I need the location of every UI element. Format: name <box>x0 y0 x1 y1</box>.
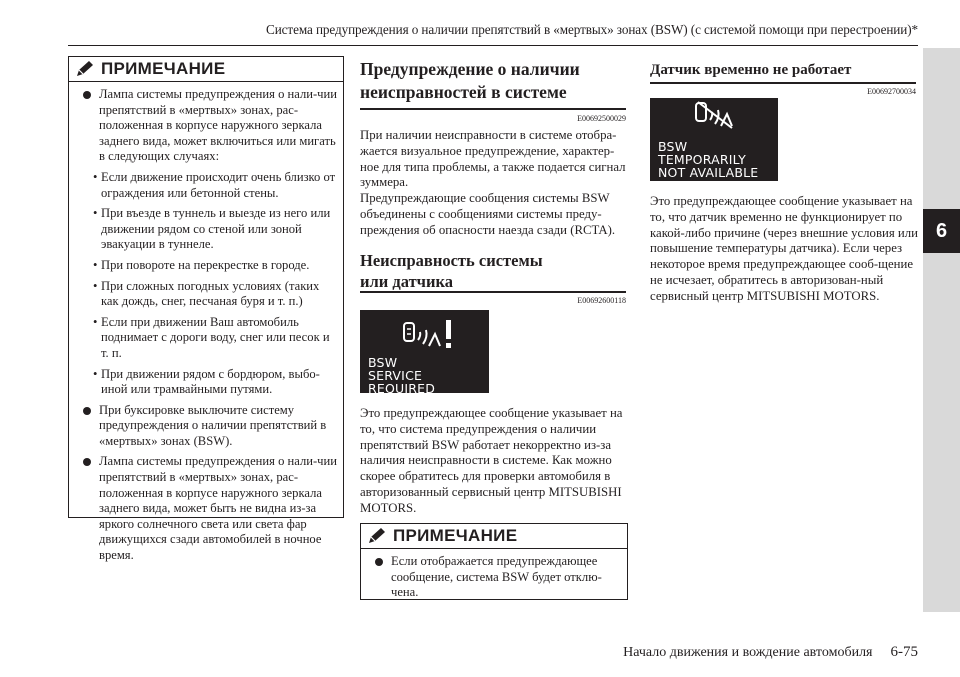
note-heading: ПРИМЕЧАНИЕ <box>101 59 226 78</box>
section-rule <box>360 108 626 110</box>
section-title-sensor: Неисправность системы или датчика <box>360 251 543 291</box>
note-subitem: • При движении рядом с бордюром, выбо-иной или трамвайными путями. <box>75 367 337 398</box>
section-body: Это предупреждающее сообщение указывает на то, что система предупреждения о наличии препятствий BSW работает некорректно из-за наличия неисправности в системе. Как можно скорее обратитесь для проверки автомобиля в авторизованный сервисный центр MITSUBISHI MOTORS. <box>360 406 623 515</box>
note-box-left <box>68 56 344 563</box>
note-subitem: • Если движение происходит очень близко от ограждения или бетонной стены. <box>75 170 337 201</box>
note-item: Лампа системы предупреждения о нали-чии препятствий в «мертвых» зонах, рас-положенная в корпусе наружного зеркала заднего вида, может включиться или мигать в следующих случаях: <box>75 87 337 165</box>
header-divider <box>68 45 918 46</box>
page-footer <box>0 644 918 661</box>
bsw-service-display <box>360 310 489 396</box>
chapter-side-tab <box>923 48 960 612</box>
display-label-not-available: NOT AVAILABLE <box>658 165 759 180</box>
note-subitem: • При повороте на перекрестке в городе. <box>75 258 337 274</box>
section-body: Это предупреждающее сообщение указывает на то, что датчик временно не функционирует по какой-либо причине (через внешние условия или повышение температуры датчика). Если через некоторое время предупреждающее сооб-щение не исчезает, обратитесь в авторизован-ный сервисный центр MITSUBISHI MOTORS. <box>650 194 919 303</box>
note-body <box>361 549 627 601</box>
section-rule <box>360 291 626 293</box>
page-number: 6-75 <box>890 644 918 660</box>
note-header <box>69 57 343 82</box>
note-item: При буксировке выключите систему предупреждения о наличии препятствий в «мертвых» зонах (BSW). <box>75 403 337 450</box>
section-code: E00692500029 <box>577 114 626 123</box>
section-code: E00692600118 <box>577 296 626 305</box>
pencil-icon <box>75 60 95 78</box>
page-header-title: Система предупреждения о наличии препятствий в «мертвых» зонах (BSW) (с системой помощи при перестроении)* <box>266 22 918 37</box>
section-title-temporary: Датчик временно не работает <box>650 62 852 78</box>
display-label-service: SERVICE REQUIRED <box>368 368 436 396</box>
section-rule <box>650 82 916 84</box>
bsw-temporary-display <box>650 98 778 181</box>
chapter-number-badge: 6 <box>923 209 960 253</box>
note-subitem: • Если при движении Ваш автомобиль поднимает с дороги воду, снег или песок и т. п. <box>75 315 337 362</box>
section-title-malfunction: Предупреждение о наличии неисправностей в системе <box>360 59 580 102</box>
footer-section: Начало движения и вождение автомобиля <box>623 645 873 660</box>
bsw-sensor-disabled-icon <box>650 98 778 138</box>
note-header <box>361 524 627 549</box>
display-label-bsw: BSW <box>368 355 398 370</box>
note-body <box>69 82 343 564</box>
note-box-middle <box>360 523 628 600</box>
pencil-icon <box>367 527 387 545</box>
note-subitem: • При сложных погодных условиях (таких как дождь, снег, песчаная буря и т. п.) <box>75 279 337 310</box>
bsw-sensor-warning-icon <box>360 310 489 360</box>
section-body: При наличии неисправности в системе отобра-жается визуальное предупреждение, характер-ное для типа проблемы, а также подается сигнал зуммера. Предупреждающие сообщения системы BSW объединены с сообщениями системы преду-преждения об опасности наезда сзади (RCTA). <box>360 128 626 237</box>
display-label-bsw: BSW <box>658 139 688 154</box>
note-heading: ПРИМЕЧАНИЕ <box>393 526 518 545</box>
section-code: E00692700034 <box>867 87 916 96</box>
note-item: Если отображается предупреждающее сообщение, система BSW будет отклю-чена. <box>367 554 621 601</box>
display-label-temporarily: TEMPORARILY <box>658 152 746 167</box>
note-subitem: • При въезде в туннель и выезде из него или движении рядом со стеной или зоной эвакуации в туннеле. <box>75 206 337 253</box>
note-item: Лампа системы предупреждения о нали-чии препятствий в «мертвых» зонах, рас-положенная в корпусе наружного зеркала заднего вида, может быть не видна из-за яркого солнечного света или света фар движущихся сзади автомобилей в ночное время. <box>75 454 337 563</box>
